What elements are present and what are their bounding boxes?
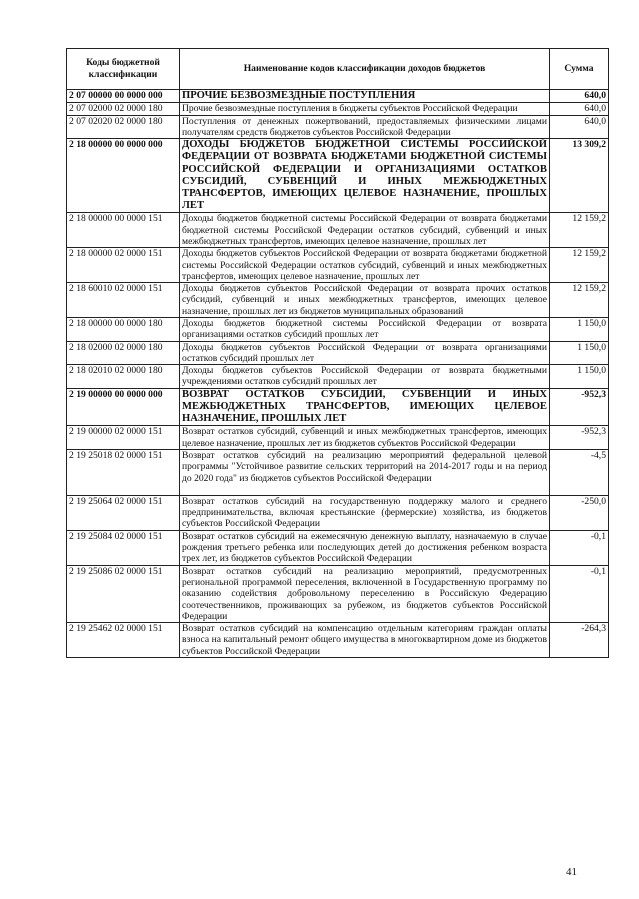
row-code: 2 18 00000 00 0000 180 — [67, 317, 180, 341]
row-name: Доходы бюджетов субъектов Российской Федерации от возврата бюджетными учреждениями остатков субсидий прошлых лет — [180, 365, 550, 389]
row-code: 2 07 02000 02 0000 180 — [67, 103, 180, 115]
table-row — [67, 341, 609, 365]
row-name: ДОХОДЫ БЮДЖЕТОВ БЮДЖЕТНОЙ СИСТЕМЫ РОССИЙСКОЙ ФЕДЕРАЦИИ ОТ ВОЗВРАТА БЮДЖЕТАМИ БЮДЖЕТНОЙ СИСТЕМЫ РОССИЙСКОЙ ФЕДЕРАЦИИ И ОРГАНИЗАЦИЯМИ ОСТАТКОВ СУБСИДИЙ, СУБВЕНЦИЙ И ИНЫХ МЕЖБЮДЖЕТНЫХ ТРАНСФЕРТОВ, ИМЕЮЩИХ ЦЕЛЕВОЕ НАЗНАЧЕНИЕ, ПРОШЛЫХ ЛЕТ — [180, 139, 550, 213]
row-name: Возврат остатков субсидий на ежемесячную денежную выплату, назначаемую в случае рождения третьего ребенка или последующих детей до достижения ребенком возраста трех лет, из бюджетов субъектов Российской Федерации — [180, 530, 550, 565]
table-row — [67, 248, 609, 283]
table-row — [67, 426, 609, 450]
row-code: 2 18 00000 00 0000 000 — [67, 139, 180, 213]
page-number: 41 — [566, 866, 577, 878]
row-code: 2 19 00000 00 0000 000 — [67, 388, 180, 426]
row-sum: -0,1 — [550, 530, 609, 565]
table-row — [67, 115, 609, 139]
row-code: 2 19 25064 02 0000 151 — [67, 495, 180, 530]
table-header-row — [67, 49, 609, 90]
header-code: Коды бюджетной классификации — [67, 49, 180, 90]
row-sum: 640,0 — [550, 103, 609, 115]
row-sum: 12 159,2 — [550, 283, 609, 318]
row-code: 2 18 60010 02 0000 151 — [67, 283, 180, 318]
row-name: Возврат остатков субсидий на реализацию мероприятий, предусмотренных региональной программой переселения, включенной в Государственную программу по оказанию содействия добровольному переселению в Российскую Федерацию соотечественников, проживающих за рубежом, из бюджетов субъектов Российской Федерации — [180, 565, 550, 622]
table-row — [67, 103, 609, 115]
row-name: Доходы бюджетов бюджетной системы Российской Федерации от возврата организациями остатков субсидий прошлых лет — [180, 317, 550, 341]
table-row — [67, 449, 609, 495]
table-row — [67, 623, 609, 658]
row-sum: -952,3 — [550, 426, 609, 450]
header-name: Наименование кодов классификации доходов бюджетов — [180, 49, 550, 90]
table-row — [67, 530, 609, 565]
row-sum: 1 150,0 — [550, 317, 609, 341]
row-name: Возврат остатков субсидий, субвенций и иных межбюджетных трансфертов, имеющих целевое назначение, прошлых лет из бюджетов субъектов Российской Федерации — [180, 426, 550, 450]
table-row — [67, 139, 609, 213]
row-code: 2 18 00000 02 0000 151 — [67, 248, 180, 283]
row-code: 2 07 00000 00 0000 000 — [67, 90, 180, 103]
row-name: Доходы бюджетов субъектов Российской Федерации от возврата прочих остатков субсидий, субвенций и иных межбюджетных трансфертов, имеющих целевое назначение, прошлых лет из бюджетов муниципальных образований — [180, 283, 550, 318]
row-name: Доходы бюджетов субъектов Российской Федерации от возврата организациями остатков субсидий прошлых лет — [180, 341, 550, 365]
table-row — [67, 283, 609, 318]
row-name: Возврат остатков субсидий на реализацию мероприятий федеральной целевой программы "Устойчивое развитие сельских территорий на 2014-2017 годы и на период до 2020 года" из бюджетов субъектов Российской Федерации — [180, 449, 550, 495]
budget-classification-table — [66, 48, 609, 658]
row-sum: -952,3 — [550, 388, 609, 426]
row-name: Возврат остатков субсидий на компенсацию отдельным категориям граждан оплаты взноса на капитальный ремонт общего имущества в многоквартирном доме из бюджетов субъектов Российской Федерации — [180, 623, 550, 658]
row-sum: -4,5 — [550, 449, 609, 495]
row-sum: 12 159,2 — [550, 248, 609, 283]
row-code: 2 07 02020 02 0000 180 — [67, 115, 180, 139]
table-row — [67, 90, 609, 103]
row-name: Доходы бюджетов бюджетной системы Российской Федерации от возврата бюджетами бюджетной системы Российской Федерации остатков субсидий, субвенций и иных межбюджетных трансфертов, имеющих целевое назначение, прошлых лет — [180, 213, 550, 248]
row-name: Поступления от денежных пожертвований, предоставляемых физическими лицами получателям средств бюджетов субъектов Российской Федерации — [180, 115, 550, 139]
row-code: 2 19 00000 02 0000 151 — [67, 426, 180, 450]
table-row — [67, 388, 609, 426]
row-code: 2 18 00000 00 0000 151 — [67, 213, 180, 248]
row-sum: 1 150,0 — [550, 341, 609, 365]
row-sum: -264,3 — [550, 623, 609, 658]
row-sum: 12 159,2 — [550, 213, 609, 248]
table-row — [67, 317, 609, 341]
row-code: 2 18 02000 02 0000 180 — [67, 341, 180, 365]
row-code: 2 19 25462 02 0000 151 — [67, 623, 180, 658]
row-name: ВОЗВРАТ ОСТАТКОВ СУБСИДИЙ, СУБВЕНЦИЙ И ИНЫХ МЕЖБЮДЖЕТНЫХ ТРАНСФЕРТОВ, ИМЕЮЩИХ ЦЕЛЕВОЕ НАЗНАЧЕНИЕ, ПРОШЛЫХ ЛЕТ — [180, 388, 550, 426]
header-sum: Сумма — [550, 49, 609, 90]
row-code: 2 19 25086 02 0000 151 — [67, 565, 180, 622]
table-body — [67, 90, 609, 658]
row-code: 2 18 02010 02 0000 180 — [67, 365, 180, 389]
table-row — [67, 495, 609, 530]
row-name: Возврат остатков субсидий на государственную поддержку малого и среднего предпринимательства, включая крестьянские (фермерские) хозяйства, из бюджетов субъектов Российской Федерации — [180, 495, 550, 530]
row-name: Доходы бюджетов субъектов Российской Федерации от возврата бюджетами бюджетной системы Российской Федерации остатков субсидий, субвенций и иных межбюджетных трансфертов, имеющих целевое назначение, прошлых лет — [180, 248, 550, 283]
row-name: ПРОЧИЕ БЕЗВОЗМЕЗДНЫЕ ПОСТУПЛЕНИЯ — [180, 90, 550, 103]
table-row — [67, 213, 609, 248]
row-sum: -250,0 — [550, 495, 609, 530]
row-sum: 1 150,0 — [550, 365, 609, 389]
table-row — [67, 565, 609, 622]
row-sum: -0,1 — [550, 565, 609, 622]
row-code: 2 19 25018 02 0000 151 — [67, 449, 180, 495]
row-code: 2 19 25084 02 0000 151 — [67, 530, 180, 565]
row-sum: 640,0 — [550, 115, 609, 139]
row-name: Прочие безвозмездные поступления в бюджеты субъектов Российской Федерации — [180, 103, 550, 115]
row-sum: 640,0 — [550, 90, 609, 103]
row-sum: 13 309,2 — [550, 139, 609, 213]
table-row — [67, 365, 609, 389]
